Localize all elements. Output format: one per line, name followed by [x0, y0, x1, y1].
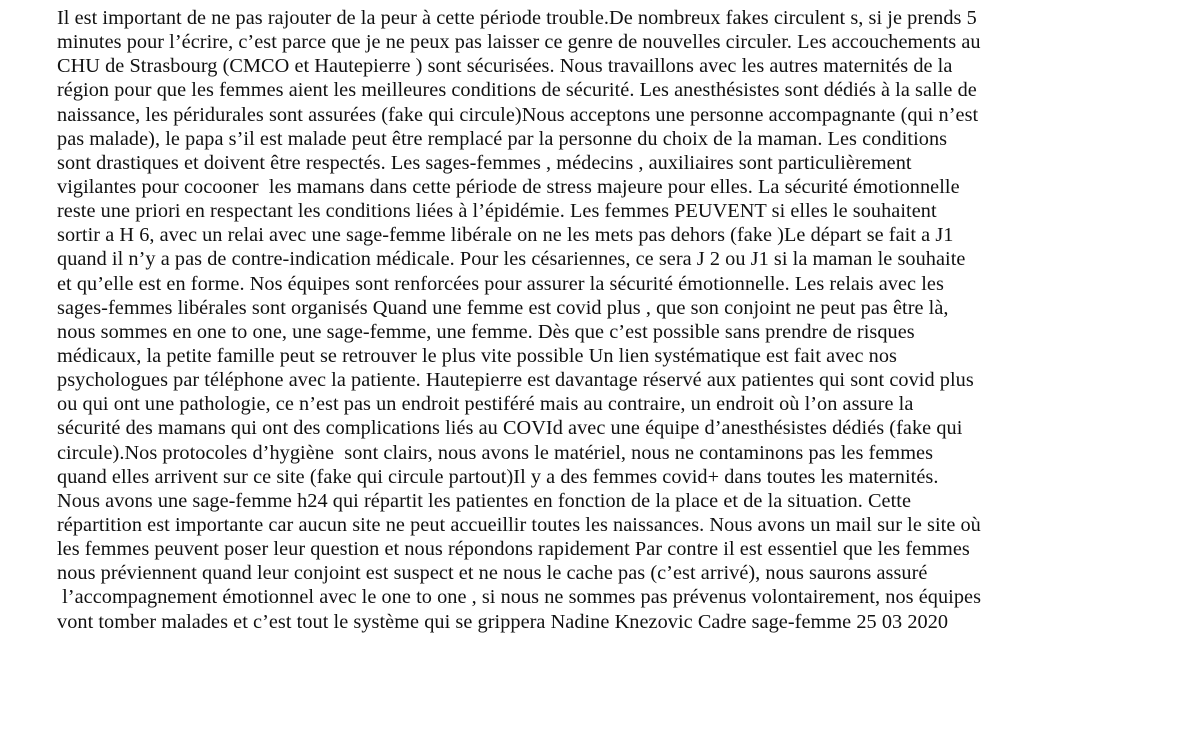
text-line: médicaux, la petite famille peut se retrouver le plus vite possible Un lien systématique est fait avec nos [57, 344, 897, 367]
text-line: région pour que les femmes aient les meilleures conditions de sécurité. Les anesthésistes sont dédiés à la salle de [57, 79, 977, 102]
text-line: sont drastiques et doivent être respectés. Les sages-femmes , médecins , auxiliaires sont particulièrement [57, 151, 912, 174]
text-line: quand elles arrivent sur ce site (fake qui circule partout)Il y a des femmes covid+ dans toutes les maternités. [57, 465, 939, 488]
text-line: vigilantes pour cocooner les mamans dans cette période de stress majeure pour elles. La sécurité émotionnelle [57, 175, 960, 198]
text-line: CHU de Strasbourg (CMCO et Hautepierre ) sont sécurisées. Nous travaillons avec les autres maternités de la [57, 55, 953, 78]
text-line: pas malade), le papa s’il est malade peut être remplacé par la personne du choix de la maman. Les conditions [57, 127, 948, 150]
text-line: ou qui ont une pathologie, ce n’est pas un endroit pestiféré mais au contraire, un endroit où l’on assure la [57, 393, 914, 416]
text-line: nous sommes en one to one, une sage-femme, une femme. Dès que c’est possible sans prendre de risques [57, 320, 915, 343]
text-line: Il est important de ne pas rajouter de la peur à cette période trouble.De nombreux fakes circulent s, si je prends 5 [57, 7, 977, 29]
text-line: Nous avons une sage-femme h24 qui répartit les patientes en fonction de la place et de la situation. Cette [57, 489, 912, 512]
text-line: naissance, les péridurales sont assurées (fake qui circule)Nous acceptons une personne accompagnante (qui n’est [57, 103, 979, 126]
text-line: sages-femmes libérales sont organisés Quand une femme est covid plus , que son conjoint ne peut pas être là, [57, 296, 949, 319]
text-line: minutes pour l’écrire, c’est parce que je ne peux pas laisser ce genre de nouvelles circuler. Les accouchements au [57, 31, 981, 54]
text-line: reste une priori en respectant les conditions liées à l’épidémie. Les femmes PEUVENT si elles le souhaitent [57, 200, 937, 223]
text-line: nous préviennent quand leur conjoint est suspect et ne nous le cache pas (c’est arrivé), nous saurons assuré [57, 562, 928, 585]
text-line: l’accompagnement émotionnel avec le one to one , si nous ne sommes pas prévenus volontairement, nos équipes [57, 586, 982, 609]
text-line: sécurité des mamans qui ont des complications liés au COVId avec une équipe d’anesthésistes dédiés (fake qui [57, 417, 963, 440]
text-line: et qu’elle est en forme. Nos équipes sont renforcées pour assurer la sécurité émotionnelle. Les relais avec les [57, 272, 944, 295]
signature-line: vont tomber malades et c’est tout le système qui se grippera Nadine Knezovic Cadre sage-femme 25 03 2020 [57, 610, 949, 633]
text-line: répartition est importante car aucun site ne peut accueillir toutes les naissances. Nous avons un mail sur le site où [57, 513, 981, 536]
document-text [57, 6, 1187, 634]
text-line: psychologues par téléphone avec la patiente. Hautepierre est davantage réservé aux patientes qui sont covid plus [57, 369, 974, 392]
text-line: quand il n’y a pas de contre-indication médicale. Pour les césariennes, ce sera J 2 ou J1 si la maman le souhaite [57, 248, 966, 271]
text-line: les femmes peuvent poser leur question et nous répondons rapidement Par contre il est essentiel que les femmes [57, 538, 970, 561]
text-line: circule).Nos protocoles d’hygiène sont clairs, nous avons le matériel, nous ne contaminons pas les femmes [57, 441, 934, 464]
text-line: sortir a H 6, avec un relai avec une sage-femme libérale on ne les mets pas dehors (fake )Le départ se fait a J1 [57, 224, 954, 247]
